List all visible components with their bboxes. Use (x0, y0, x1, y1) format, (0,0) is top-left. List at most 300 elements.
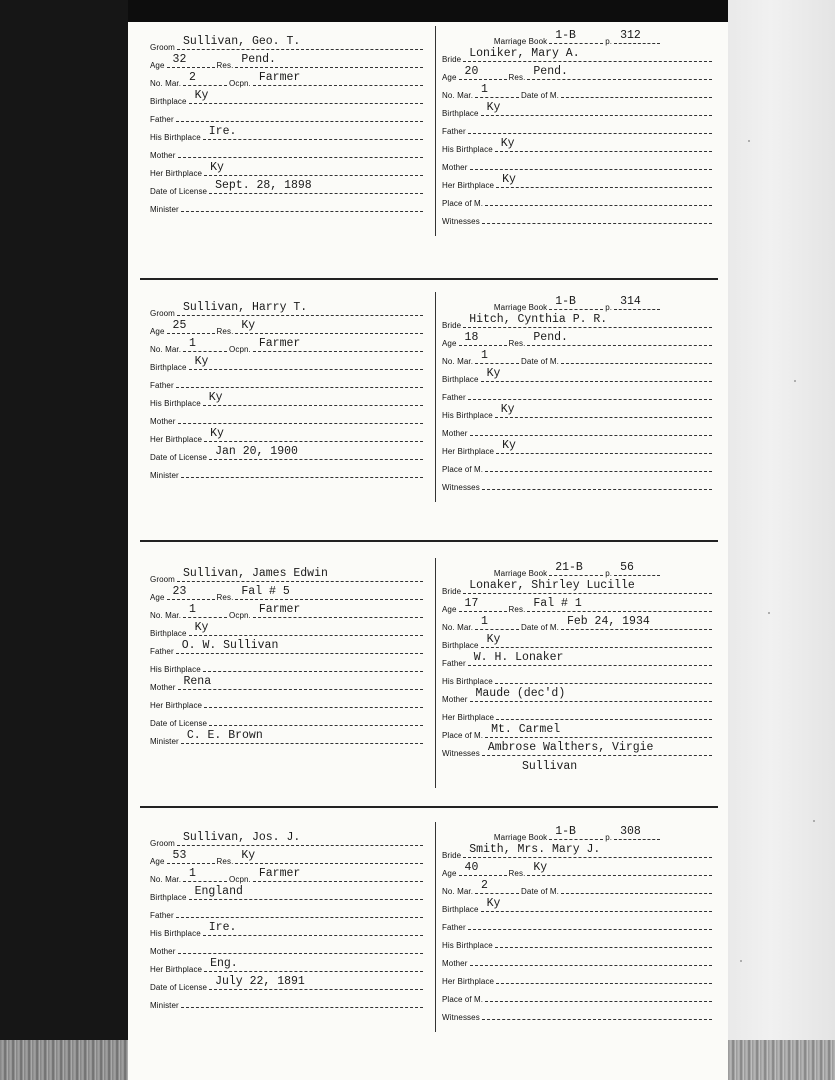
his-birthplace-label: His Birthplace (150, 665, 201, 674)
minister (181, 463, 423, 478)
his-birthplace-label: His Birthplace (442, 677, 493, 686)
father-label: Father (442, 393, 466, 402)
groom-row (150, 34, 425, 52)
groom-father-birthplace (203, 657, 423, 672)
no-mar-label: No. Mar. (150, 611, 182, 620)
minister-row (150, 462, 425, 480)
bride-residence: Fal # 1 (527, 597, 712, 612)
groom-no-mar-row (150, 336, 425, 354)
bride-age-row (442, 330, 714, 348)
groom-no-mar-row (150, 866, 425, 884)
age-label: Age (150, 327, 165, 336)
date-of-license (209, 711, 423, 726)
marriage-book-page: 56 (614, 561, 660, 576)
groom-birthplace: England (189, 885, 423, 900)
mother-label: Mother (442, 695, 468, 704)
marriage-book-row (442, 294, 714, 312)
date-of-m-label: Date of M. (521, 357, 559, 366)
groom-father-row (150, 106, 425, 124)
no-mar-label: No. Mar. (150, 875, 182, 884)
birthplace-label: Birthplace (150, 893, 187, 902)
father-label: Father (150, 911, 174, 920)
page-label: p. (605, 37, 613, 46)
groom-occupation: Farmer (253, 71, 423, 86)
mother-label: Mother (442, 959, 468, 968)
age-label: Age (442, 339, 457, 348)
bride-birthplace: Ky (481, 633, 712, 648)
bride-father-birthplace: Ky (495, 403, 712, 418)
bride-father-row (442, 118, 714, 136)
groom-mother (178, 143, 424, 158)
bride-father-birthplace (495, 669, 712, 684)
bride-his-birthplace-row (442, 932, 714, 950)
scan-dark-margin-top (128, 0, 728, 22)
date-of-m-label: Date of M. (521, 887, 559, 896)
bride-age: 18 (459, 331, 507, 346)
bride-birthplace-row (442, 632, 714, 650)
place-of-marriage: Mt. Carmel (485, 723, 712, 738)
witnesses (482, 1005, 712, 1020)
bride-no-mar-row (442, 878, 714, 896)
bride-label: Bride (442, 321, 462, 330)
res-label: Res. (508, 605, 526, 614)
bride-row (442, 312, 714, 330)
groom-his-birthplace-row (150, 124, 425, 142)
date-of-license: Jan 20, 1900 (209, 445, 423, 460)
groom-mother-row (150, 142, 425, 160)
groom-birthplace-row (150, 354, 425, 372)
res-label: Res. (216, 327, 234, 336)
bride-his-birthplace-row (442, 668, 714, 686)
bride-her-birthplace-row (442, 438, 714, 456)
marriage-book-label: Marriage Book (493, 833, 548, 842)
groom-her-birthplace-row (150, 692, 425, 710)
bride-name: Hitch, Cynthia P. R. (463, 313, 712, 328)
record-separator-line (140, 278, 718, 280)
res-label: Res. (508, 73, 526, 82)
groom-no-mar: 1 (183, 867, 227, 882)
witnesses-row (442, 474, 714, 492)
bride-father (468, 119, 712, 134)
groom-age-row (150, 318, 425, 336)
marriage-book-label: Marriage Book (493, 37, 548, 46)
groom-birthplace-row (150, 884, 425, 902)
bride-age-row (442, 596, 714, 614)
bride-mother-row (442, 686, 714, 704)
bride-mother-row (442, 950, 714, 968)
bride-no-mar: 1 (475, 83, 519, 98)
marriage-book-number: 21-B (549, 561, 603, 576)
bride-age-row (442, 64, 714, 82)
bride-her-birthplace-row (442, 172, 714, 190)
page-label: p. (605, 833, 613, 842)
groom-no-mar: 2 (183, 71, 227, 86)
groom-father-row (150, 902, 425, 920)
her-birthplace-label: Her Birthplace (442, 181, 495, 190)
place-of-marriage (485, 987, 712, 1002)
groom-father-birthplace: Ky (203, 391, 423, 406)
date-of-license-label: Date of License (150, 453, 208, 462)
minister (181, 993, 423, 1008)
marriage-book-row (442, 560, 714, 578)
groom-occupation: Farmer (253, 603, 423, 618)
column-divider (435, 26, 436, 236)
groom-row (150, 566, 425, 584)
groom-age: 53 (167, 849, 215, 864)
bride-mother-birthplace: Ky (496, 173, 712, 188)
minister-row (150, 992, 425, 1010)
groom-occupation: Farmer (253, 337, 423, 352)
no-mar-label: No. Mar. (442, 887, 474, 896)
witnesses-continued: Sullivan (522, 760, 578, 773)
no-mar-label: No. Mar. (442, 91, 474, 100)
father-label: Father (442, 923, 466, 932)
bride-father-birthplace (495, 933, 712, 948)
bride-age: 17 (459, 597, 507, 612)
groom-occupation: Farmer (253, 867, 423, 882)
groom-name: Sullivan, Jos. J. (177, 831, 423, 846)
marriage-record-card (140, 822, 720, 1032)
bride-father-row (442, 650, 714, 668)
date-of-marriage: Feb 24, 1934 (561, 615, 712, 630)
age-label: Age (150, 61, 165, 70)
groom-label: Groom (150, 575, 175, 584)
witnesses-row (442, 740, 714, 758)
groom-row (150, 300, 425, 318)
bride-mother: Maude (dec'd) (470, 687, 713, 702)
bride-row (442, 578, 714, 596)
age-label: Age (150, 593, 165, 602)
groom-no-mar: 1 (183, 337, 227, 352)
witnesses-label: Witnesses (442, 749, 480, 758)
no-mar-label: No. Mar. (442, 357, 474, 366)
ocpn-label: Ocpn. (229, 345, 251, 354)
bride-age: 20 (459, 65, 507, 80)
bride-name: Loniker, Mary A. (463, 47, 712, 62)
bride-mother-row (442, 154, 714, 172)
place-of-m-label: Place of M. (442, 199, 484, 208)
bride-her-birthplace-row (442, 704, 714, 722)
res-label: Res. (216, 593, 234, 602)
page-label: p. (605, 569, 613, 578)
marriage-record-card (140, 26, 720, 236)
groom-age: 23 (167, 585, 215, 600)
marriage-book-row (442, 824, 714, 842)
bride-father-row (442, 384, 714, 402)
groom-his-birthplace-row (150, 656, 425, 674)
date-of-marriage (561, 349, 712, 364)
bride-no-mar-row (442, 348, 714, 366)
bride-mother-birthplace (496, 705, 712, 720)
father-label: Father (442, 659, 466, 668)
groom-father (176, 903, 423, 918)
witnesses-row (442, 208, 714, 226)
marriage-book-number: 1-B (549, 825, 603, 840)
res-label: Res. (216, 857, 234, 866)
age-label: Age (442, 869, 457, 878)
bride-no-mar: 1 (475, 615, 519, 630)
birthplace-label: Birthplace (442, 641, 479, 650)
bride-age: 40 (459, 861, 507, 876)
minister-label: Minister (150, 737, 179, 746)
marriage-book-row (442, 28, 714, 46)
his-birthplace-label: His Birthplace (442, 145, 493, 154)
witnesses: Ambrose Walthers, Virgie (482, 741, 712, 756)
date-of-license-row (150, 710, 425, 728)
bride-no-mar-row (442, 614, 714, 632)
age-label: Age (442, 605, 457, 614)
bride-name: Lonaker, Shirley Lucille (463, 579, 712, 594)
scan-dark-margin-left (0, 0, 128, 1080)
her-birthplace-label: Her Birthplace (150, 701, 203, 710)
birthplace-label: Birthplace (150, 97, 187, 106)
groom-father: O. W. Sullivan (176, 639, 423, 654)
groom-residence: Ky (235, 319, 423, 334)
date-of-license-label: Date of License (150, 983, 208, 992)
birthplace-label: Birthplace (442, 905, 479, 914)
groom-age-row (150, 52, 425, 70)
marriage-book-page: 314 (614, 295, 660, 310)
marriage-book-page: 308 (614, 825, 660, 840)
bride-birthplace-row (442, 366, 714, 384)
marriage-book-number: 1-B (549, 295, 603, 310)
res-label: Res. (508, 339, 526, 348)
groom-name: Sullivan, Harry T. (177, 301, 423, 316)
date-of-license-row (150, 444, 425, 462)
groom-mother-birthplace: Ky (204, 161, 423, 176)
groom-father-birthplace: Ire. (203, 921, 423, 936)
his-birthplace-label: His Birthplace (442, 941, 493, 950)
groom-row (150, 830, 425, 848)
no-mar-label: No. Mar. (442, 623, 474, 632)
her-birthplace-label: Her Birthplace (150, 169, 203, 178)
record-separator-line (140, 540, 718, 542)
groom-age-row (150, 848, 425, 866)
bride-birthplace: Ky (481, 897, 712, 912)
marriage-record-card (140, 292, 720, 502)
place-of-m-label: Place of M. (442, 995, 484, 1004)
date-of-marriage (561, 879, 712, 894)
witnesses (482, 209, 712, 224)
groom-father (176, 373, 423, 388)
groom-his-birthplace-row (150, 920, 425, 938)
groom-age: 25 (167, 319, 215, 334)
date-of-license: July 22, 1891 (209, 975, 423, 990)
ocpn-label: Ocpn. (229, 875, 251, 884)
bride-her-birthplace-row (442, 968, 714, 986)
groom-father-birthplace: Ire. (203, 125, 423, 140)
groom-her-birthplace-row (150, 956, 425, 974)
groom-residence: Pend. (235, 53, 423, 68)
groom-mother: Rena (178, 675, 424, 690)
groom-mother-birthplace: Ky (204, 427, 423, 442)
bride-residence: Pend. (527, 65, 712, 80)
res-label: Res. (216, 61, 234, 70)
minister-label: Minister (150, 1001, 179, 1010)
birthplace-label: Birthplace (442, 375, 479, 384)
father-label: Father (150, 115, 174, 124)
his-birthplace-label: His Birthplace (442, 411, 493, 420)
groom-mother-row (150, 938, 425, 956)
groom-father-row (150, 638, 425, 656)
marriage-book-number: 1-B (549, 29, 603, 44)
bride-no-mar: 1 (475, 349, 519, 364)
her-birthplace-label: Her Birthplace (442, 713, 495, 722)
bride-name: Smith, Mrs. Mary J. (463, 843, 712, 858)
groom-name: Sullivan, James Edwin (177, 567, 423, 582)
no-mar-label: No. Mar. (150, 345, 182, 354)
bride-row (442, 842, 714, 860)
bride-mother-birthplace: Ky (496, 439, 712, 454)
groom-residence: Fal # 5 (235, 585, 423, 600)
groom-father-row (150, 372, 425, 390)
bride-father (468, 915, 712, 930)
groom-mother-row (150, 408, 425, 426)
minister: C. E. Brown (181, 729, 423, 744)
his-birthplace-label: His Birthplace (150, 929, 201, 938)
groom-her-birthplace-row (150, 426, 425, 444)
place-of-m-row (442, 722, 714, 740)
bride-mother-row (442, 420, 714, 438)
bride-no-mar: 2 (475, 879, 519, 894)
groom-his-birthplace-row (150, 390, 425, 408)
place-of-m-row (442, 986, 714, 1004)
minister-label: Minister (150, 471, 179, 480)
bride-birthplace: Ky (481, 101, 712, 116)
groom-age: 32 (167, 53, 215, 68)
bride-mother (470, 951, 713, 966)
date-of-m-label: Date of M. (521, 91, 559, 100)
witnesses-label: Witnesses (442, 483, 480, 492)
bride-row (442, 46, 714, 64)
place-of-m-label: Place of M. (442, 731, 484, 740)
no-mar-label: No. Mar. (150, 79, 182, 88)
bride-mother (470, 155, 713, 170)
date-of-license-label: Date of License (150, 719, 208, 728)
date-of-license-row (150, 178, 425, 196)
groom-age-row (150, 584, 425, 602)
mother-label: Mother (442, 163, 468, 172)
date-of-marriage (561, 83, 712, 98)
groom-label: Groom (150, 839, 175, 848)
place-of-marriage (485, 191, 712, 206)
bride-label: Bride (442, 851, 462, 860)
witnesses (482, 475, 712, 490)
mother-label: Mother (150, 151, 176, 160)
groom-mother-row (150, 674, 425, 692)
bride-mother (470, 421, 713, 436)
her-birthplace-label: Her Birthplace (150, 965, 203, 974)
birthplace-label: Birthplace (442, 109, 479, 118)
groom-label: Groom (150, 309, 175, 318)
record-separator-line (140, 806, 718, 808)
bride-birthplace-row (442, 896, 714, 914)
place-of-m-row (442, 190, 714, 208)
date-of-license-label: Date of License (150, 187, 208, 196)
marriage-book-label: Marriage Book (493, 569, 548, 578)
her-birthplace-label: Her Birthplace (442, 447, 495, 456)
bride-birthplace-row (442, 100, 714, 118)
page-label: p. (605, 303, 613, 312)
bride-his-birthplace-row (442, 136, 714, 154)
minister-row (150, 196, 425, 214)
age-label: Age (442, 73, 457, 82)
column-divider (435, 822, 436, 1032)
bride-label: Bride (442, 587, 462, 596)
marriage-record-card (140, 558, 720, 788)
groom-mother (178, 409, 424, 424)
place-of-m-label: Place of M. (442, 465, 484, 474)
bride-father (468, 385, 712, 400)
column-divider (435, 558, 436, 788)
bride-age-row (442, 860, 714, 878)
groom-birthplace: Ky (189, 355, 423, 370)
witnesses-label: Witnesses (442, 217, 480, 226)
groom-birthplace-row (150, 620, 425, 638)
mother-label: Mother (150, 683, 176, 692)
father-label: Father (442, 127, 466, 136)
witnesses-row (442, 1004, 714, 1022)
marriage-book-page: 312 (614, 29, 660, 44)
witnesses-label: Witnesses (442, 1013, 480, 1022)
marriage-book-label: Marriage Book (493, 303, 548, 312)
father-label: Father (150, 647, 174, 656)
record-sheet (128, 22, 728, 1080)
groom-father (176, 107, 423, 122)
mother-label: Mother (442, 429, 468, 438)
father-label: Father (150, 381, 174, 390)
bride-his-birthplace-row (442, 402, 714, 420)
bride-residence: Ky (527, 861, 712, 876)
groom-residence: Ky (235, 849, 423, 864)
column-divider (435, 292, 436, 502)
groom-birthplace: Ky (189, 621, 423, 636)
date-of-license-row (150, 974, 425, 992)
groom-birthplace: Ky (189, 89, 423, 104)
mother-label: Mother (150, 947, 176, 956)
age-label: Age (150, 857, 165, 866)
his-birthplace-label: His Birthplace (150, 133, 201, 142)
her-birthplace-label: Her Birthplace (442, 977, 495, 986)
ocpn-label: Ocpn. (229, 79, 251, 88)
groom-name: Sullivan, Geo. T. (177, 35, 423, 50)
minister-row (150, 728, 425, 746)
bride-label: Bride (442, 55, 462, 64)
bride-father-birthplace: Ky (495, 137, 712, 152)
her-birthplace-label: Her Birthplace (150, 435, 203, 444)
groom-mother (178, 939, 424, 954)
minister (181, 197, 423, 212)
place-of-marriage (485, 457, 712, 472)
date-of-license: Sept. 28, 1898 (209, 179, 423, 194)
groom-no-mar-row (150, 70, 425, 88)
mother-label: Mother (150, 417, 176, 426)
scan-light-margin-right (728, 0, 835, 1080)
groom-mother-birthplace: Eng. (204, 957, 423, 972)
groom-no-mar: 1 (183, 603, 227, 618)
bride-father-row (442, 914, 714, 932)
date-of-m-label: Date of M. (521, 623, 559, 632)
place-of-m-row (442, 456, 714, 474)
groom-label: Groom (150, 43, 175, 52)
groom-birthplace-row (150, 88, 425, 106)
bride-mother-birthplace (496, 969, 712, 984)
his-birthplace-label: His Birthplace (150, 399, 201, 408)
birthplace-label: Birthplace (150, 629, 187, 638)
groom-no-mar-row (150, 602, 425, 620)
bride-birthplace: Ky (481, 367, 712, 382)
bride-residence: Pend. (527, 331, 712, 346)
